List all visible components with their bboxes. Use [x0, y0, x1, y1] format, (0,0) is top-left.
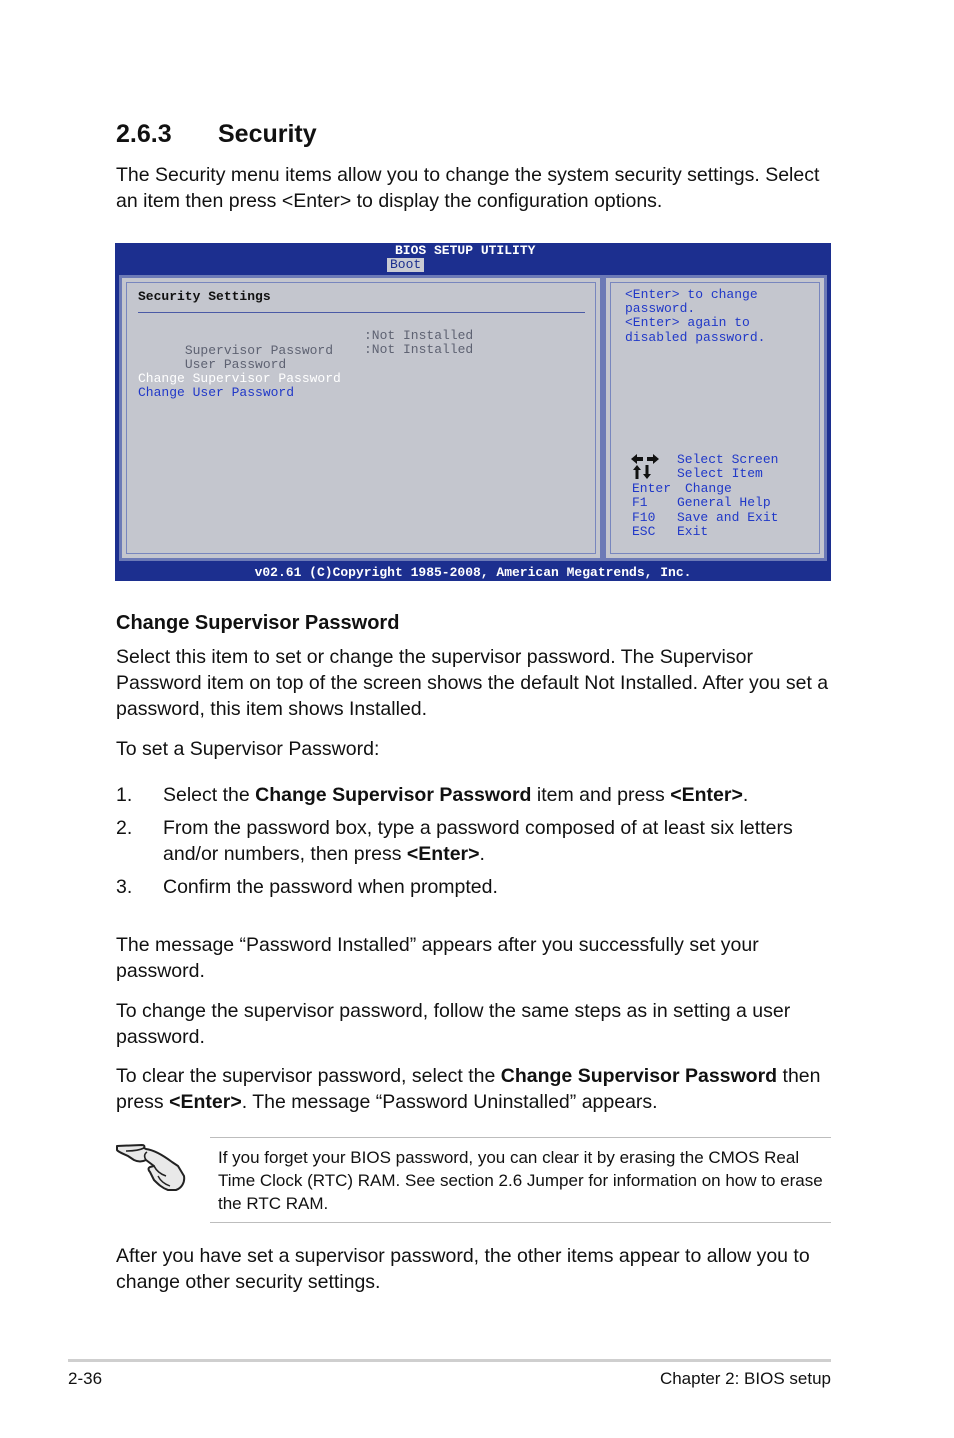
pane-heading: Security Settings — [138, 289, 271, 304]
paragraph-part: To clear the supervisor password, select the — [116, 1065, 501, 1087]
key-action: Save and Exit — [677, 510, 779, 525]
bios-title: BIOS SETUP UTILITY — [395, 243, 536, 258]
left-right-arrows-icon — [631, 452, 659, 464]
key-action: General Help — [677, 495, 771, 510]
paragraph: After you have set a supervisor password, the other items appear to allow you to change other security settings. — [116, 1245, 810, 1293]
bios-copyright: v02.61 (C)Copyright 1985-2008, American Megatrends, Inc. — [254, 564, 692, 580]
help-line: <Enter> to change — [625, 287, 758, 302]
step-text: Confirm the password when prompted. — [163, 876, 498, 898]
step-text-part: From the password box, type a password composed of at least six letters and/or numbers, then press — [163, 817, 793, 865]
chapter-label: Chapter 2: BIOS setup — [659, 1369, 831, 1388]
section-number: 2.6.3 — [116, 120, 172, 148]
page-number: 2-36 — [68, 1369, 103, 1388]
paragraph: To set a Supervisor Password: — [116, 738, 380, 760]
step-text-bold: Change Supervisor Password — [255, 784, 532, 806]
note-text: If you forget your BIOS password, you can clear it by erasing the CMOS Real Time Clock (RTC) RAM. See section 2.6 Jumper for information on how to erase the RTC RAM. — [218, 1148, 823, 1213]
status-value: :Not Installed — [364, 328, 474, 343]
step-text-bold: <Enter> — [670, 784, 743, 806]
status-label: User Password — [184, 356, 287, 372]
bios-screenshot — [115, 243, 831, 581]
subsection-title: Change Supervisor Password — [116, 612, 400, 634]
paragraph: To change the supervisor password, follow the same steps as in setting a user password. — [116, 1000, 791, 1048]
paragraph: Select this item to set or change the supervisor password. The Supervisor Password item on top of the screen shows the default Not Installed. After you set a password, this item shows Installed. — [116, 646, 829, 720]
step-number: 1. — [116, 784, 133, 806]
key-action: Change — [685, 481, 732, 496]
section-heading — [116, 118, 317, 150]
step-number: 2. — [116, 817, 133, 839]
step-text-part: Select the — [163, 784, 256, 806]
footer-rule — [68, 1359, 831, 1362]
key-name: Enter — [632, 481, 672, 496]
key-action: Exit — [677, 524, 709, 539]
step-text-part: item and press — [531, 784, 671, 806]
section-title: Security — [218, 120, 317, 148]
status-label: Supervisor Password — [184, 342, 334, 358]
paragraph — [116, 1063, 831, 1115]
step-text-part: . — [479, 843, 485, 865]
step-text-bold: <Enter> — [406, 843, 480, 865]
bios-settings-pane — [119, 275, 603, 561]
up-down-arrows-icon — [633, 465, 651, 479]
menu-item-change-user-password[interactable]: Change User Password — [138, 385, 295, 400]
key-action: Select Item — [677, 466, 763, 481]
help-line: <Enter> again to — [625, 315, 750, 330]
help-line: password. — [625, 301, 696, 316]
bios-help-pane — [603, 275, 827, 561]
paragraph-part: then press — [116, 1065, 821, 1113]
intro-paragraph: The Security menu items allow you to change the system security settings. Select an item then press <Enter> to display the configuration options. — [116, 164, 820, 212]
key-name: ESC — [632, 524, 656, 539]
bios-tab-boot[interactable]: Boot — [387, 258, 424, 272]
help-line: disabled password. — [625, 330, 766, 345]
key-name: F10 — [632, 510, 656, 525]
status-value: :Not Installed — [364, 342, 474, 357]
note-divider — [210, 1222, 831, 1223]
step-text-part: . — [742, 784, 749, 806]
note-divider — [210, 1137, 831, 1138]
key-name: F1 — [632, 495, 648, 510]
step-text — [163, 815, 831, 867]
step-text — [163, 782, 831, 808]
paragraph-part: . The message “Password Uninstalled” appears. — [241, 1091, 658, 1113]
pane-divider — [138, 312, 585, 313]
menu-item-change-supervisor-password[interactable]: Change Supervisor Password — [138, 371, 341, 386]
key-action: Select Screen — [677, 452, 779, 467]
pointing-hand-icon — [114, 1140, 186, 1192]
step-number: 3. — [116, 876, 133, 898]
paragraph: The message “Password Installed” appears after you successfully set your password. — [116, 934, 759, 982]
paragraph-bold: <Enter> — [169, 1091, 242, 1113]
paragraph-bold: Change Supervisor Password — [500, 1065, 778, 1087]
